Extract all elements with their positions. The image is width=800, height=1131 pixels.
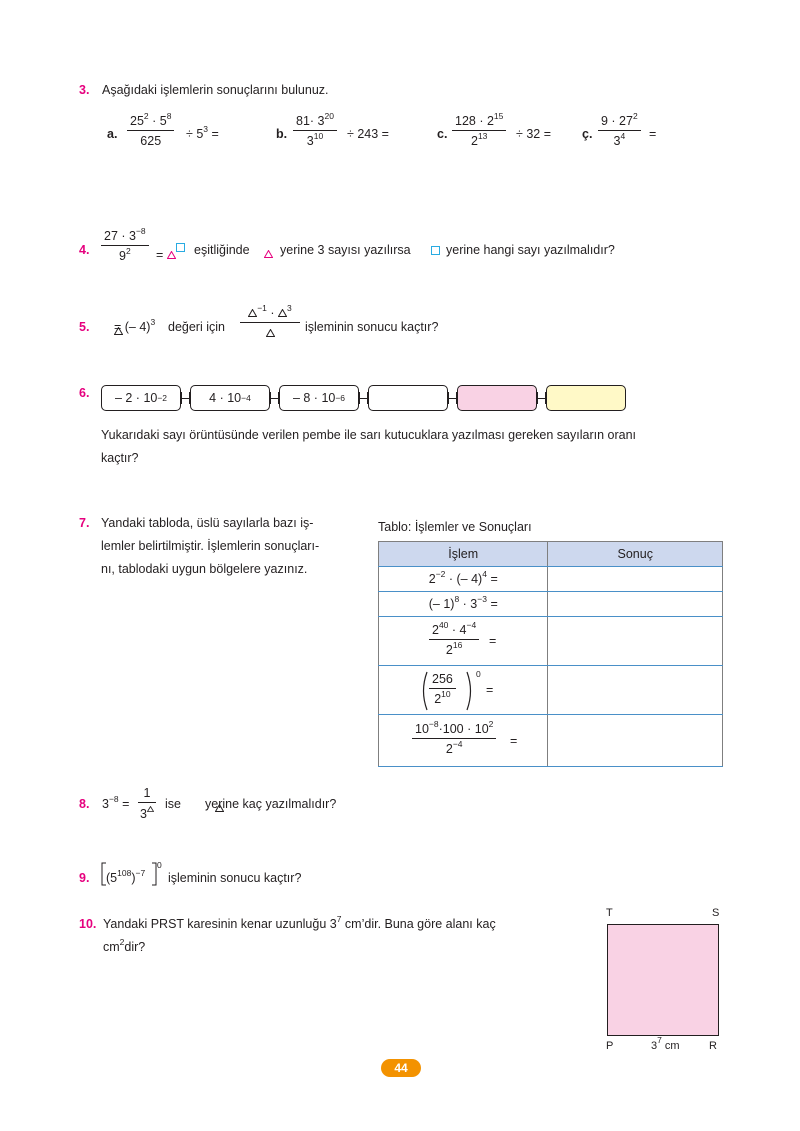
- q3-a-div-exp: 3: [203, 124, 209, 134]
- side-unit: cm: [664, 1040, 680, 1052]
- r3-eq: =: [489, 634, 497, 648]
- q3-c-num-exp: 15: [493, 111, 504, 121]
- square-icon: [431, 246, 440, 255]
- r3-den-exp: 16: [452, 640, 463, 650]
- square-icon: [176, 243, 185, 252]
- r5-num-a-exp: −8: [428, 719, 439, 729]
- q7-line3: nı, tablodaki uygun bölgelere yazınız.: [101, 562, 308, 576]
- q8-base: 3: [102, 797, 109, 811]
- q8-fraction: [138, 786, 156, 821]
- q3-b-num-base: 81· 3: [296, 114, 325, 128]
- q5-lhs-text: = (– 4): [114, 320, 151, 334]
- r2-b: · 3: [462, 597, 478, 611]
- table-cell-result[interactable]: [548, 592, 723, 617]
- r3-num-b-exp: −4: [466, 620, 477, 630]
- table-row: [379, 592, 723, 617]
- q10-line1-a: Yandaki PRST karesinin kenar uzunluğu 3: [103, 917, 337, 931]
- q3-b-num-exp: 20: [324, 111, 334, 121]
- triangle-icon: [266, 329, 275, 337]
- page-number-badge: 44: [381, 1059, 421, 1077]
- q9-outer-exp: 0: [157, 860, 162, 870]
- r5-fraction: [412, 719, 496, 756]
- r5-den-exp: −4: [452, 739, 463, 749]
- pattern-box-yellow[interactable]: [546, 385, 626, 411]
- q3-cc-eq: =: [649, 127, 657, 141]
- side-length-label: [651, 1035, 680, 1052]
- table-row: [379, 567, 723, 592]
- q3-a-num-base2: 5: [159, 114, 167, 128]
- r5-num-a: 10: [415, 722, 429, 736]
- q7-line2: lemler belirtilmiştir. İşlemlerin sonuçları-: [101, 539, 320, 553]
- q3-cc-label: ç.: [582, 127, 593, 141]
- q3-a-num-exp1: 2: [143, 111, 149, 121]
- q4-eq-sign: =: [156, 248, 164, 262]
- r5-num-b: ·100 · 10: [438, 722, 489, 736]
- r4-num: 256: [432, 672, 453, 686]
- r3-fraction: [429, 620, 479, 657]
- q4-den-base: 9: [118, 249, 126, 263]
- q3-a-num-base1: 25: [130, 114, 144, 128]
- prst-square: [607, 924, 719, 1036]
- r4-fraction: [429, 672, 456, 706]
- r1-eq: =: [490, 572, 498, 586]
- q3-c-label: c.: [437, 127, 448, 141]
- q10-line1-b: cm’dir. Buna göre alanı kaç: [341, 917, 496, 931]
- triangle-icon: [147, 806, 154, 812]
- table-row: [379, 715, 723, 767]
- r3-num-a: 2: [432, 623, 439, 637]
- r2-a-exp: 8: [454, 594, 460, 604]
- q5-rest: işleminin sonucu kaçtır?: [305, 320, 439, 334]
- q3-b-den-exp: 10: [313, 131, 324, 141]
- box2-base: 4 · 10: [209, 391, 242, 405]
- q10-line2-b: dir?: [124, 940, 146, 954]
- pattern-box-empty[interactable]: [368, 385, 448, 411]
- table-cell-result[interactable]: [548, 715, 723, 767]
- pattern-box-1: – 2 · 10 −2: [101, 385, 181, 411]
- q3-c-num-base: 128 · 2: [455, 114, 494, 128]
- pattern-connector: [181, 398, 190, 399]
- table-cell-operation: [379, 715, 548, 767]
- q5-lhs: [114, 317, 156, 334]
- r4-den: 2: [434, 692, 442, 706]
- q9-inner: $(5^{108})^{-7}$: [106, 868, 146, 885]
- pattern-box-2: 4 · 10 −4: [190, 385, 270, 411]
- q4-text-1: eşitliğinde: [194, 243, 250, 257]
- question-3-number: 3.: [79, 83, 90, 97]
- q10-line2-a: cm: [103, 940, 120, 954]
- table-cell-operation: [379, 592, 548, 617]
- q9-rest: işleminin sonucu kaçtır?: [168, 871, 302, 885]
- q3-a-label: a.: [107, 127, 118, 141]
- triangle-icon: [248, 309, 257, 317]
- q4-num-base: 27 · 3: [104, 229, 136, 243]
- table-header-result: Sonuç: [548, 542, 723, 567]
- r3-num-b: · 4: [451, 623, 467, 637]
- q3-cc-num-exp: 2: [632, 111, 638, 121]
- q5-num-dot: ·: [270, 306, 275, 320]
- pattern-box-pink[interactable]: [457, 385, 537, 411]
- q4-eq: [156, 243, 185, 262]
- table-cell-operation: [379, 567, 548, 592]
- q3-cc-fraction: [598, 111, 641, 148]
- side-exp: 7: [657, 1035, 662, 1045]
- side-base: 3: [651, 1040, 658, 1052]
- q8-rest1: ise: [165, 797, 181, 811]
- q3-cc-den-base: 3: [613, 134, 621, 148]
- r5-eq: =: [510, 734, 518, 748]
- q3-c-fraction: [452, 111, 506, 148]
- question-5-number: 5.: [79, 320, 90, 334]
- q8-exp: −8: [108, 794, 119, 804]
- q10-line2: [103, 937, 146, 954]
- q6-text-line1: Yukarıdaki sayı örüntüsünde verilen pembe ile sarı kutucuklara yazılması gereken sayıların oranı: [101, 428, 636, 442]
- table-title: Tablo: İşlemler ve Sonuçları: [378, 520, 532, 534]
- r2-b-exp: −3: [477, 594, 487, 604]
- pattern-connector: [448, 398, 457, 399]
- r5-num-b-exp: 2: [488, 719, 494, 729]
- operations-table: [378, 541, 723, 767]
- q8-frac-num: 1: [143, 786, 151, 800]
- q3-c-den-base: 2: [470, 134, 478, 148]
- q3-b-den-base: 3: [306, 134, 314, 148]
- q10-line2-exp: 2: [119, 937, 125, 947]
- q5-fraction: [240, 303, 300, 340]
- left-paren-icon: [419, 671, 429, 711]
- q3-a-eq: =: [211, 127, 219, 141]
- table-header-operation: İşlem: [379, 542, 548, 567]
- r2-a: (– 1): [428, 597, 455, 611]
- q5-mid: değeri için: [168, 320, 225, 334]
- q4-text-2: yerine 3 sayısı yazılırsa: [280, 243, 411, 257]
- q9-mid-exp: −7: [135, 868, 146, 878]
- q4-num-exp: −8: [135, 226, 146, 236]
- table-row: [379, 617, 723, 666]
- r1-a-exp: −2: [435, 569, 446, 579]
- table-cell-operation: [379, 617, 548, 666]
- r4-exp: 0: [476, 669, 481, 679]
- q6-text-line2: kaçtır?: [101, 451, 139, 465]
- q3-b-label: b.: [276, 127, 288, 141]
- q4-den-exp: 2: [125, 246, 131, 256]
- table-cell-result[interactable]: [548, 567, 723, 592]
- q5-num-exp1: −1: [257, 303, 267, 313]
- vertex-label-s: S: [712, 907, 720, 919]
- q3-a-den: 625: [140, 134, 162, 148]
- table-row: [379, 666, 723, 715]
- q8-rest2: yerine kaç yazılmalıdır?: [205, 797, 337, 811]
- table-cell-result[interactable]: [548, 666, 723, 715]
- r1-a: 2: [428, 572, 436, 586]
- q3-a-div: [186, 124, 219, 141]
- q8-lhs: [102, 794, 130, 811]
- q10-line1-exp: 7: [336, 914, 342, 924]
- q5-num-exp2: 3: [287, 303, 292, 313]
- q9-inner-base: (5: [106, 871, 118, 885]
- box3-base: – 8 · 10: [292, 391, 336, 405]
- question-6-number: 6.: [79, 386, 90, 400]
- pattern-connector: [359, 398, 368, 399]
- table-cell-operation: [379, 666, 548, 715]
- r4-den-exp: 10: [441, 689, 451, 699]
- pattern-box-3: – 8 · 10 −6: [279, 385, 359, 411]
- question-8-number: 8.: [79, 797, 90, 811]
- q8-frac-den: 3: [140, 807, 147, 821]
- q3-c-div: ÷ 32 =: [516, 127, 552, 141]
- pattern-connector: [537, 398, 546, 399]
- q10-line1: [103, 914, 496, 931]
- q4-fraction: [101, 226, 149, 263]
- triangle-icon: [264, 250, 273, 258]
- q3-a-num-dot: ·: [152, 114, 157, 128]
- q3-c-den-exp: 13: [477, 131, 488, 141]
- r3-num-a-exp: 40: [438, 620, 449, 630]
- vertex-label-r: R: [709, 1040, 717, 1052]
- r5-den: 2: [445, 742, 453, 756]
- right-paren-icon: [465, 671, 475, 711]
- q9-inner-exp: 108: [117, 868, 132, 878]
- q8-eq: =: [122, 797, 130, 811]
- vertex-label-t: T: [606, 907, 613, 919]
- pattern-connector: [270, 398, 279, 399]
- q3-b-div: ÷ 243 =: [347, 127, 389, 141]
- r1-b: · (– 4): [448, 572, 483, 586]
- q3-cc-den-exp: 4: [620, 131, 626, 141]
- r1-b-exp: 4: [482, 569, 487, 579]
- box1-base: – 2 · 10: [114, 391, 158, 405]
- question-9-number: 9.: [79, 871, 90, 885]
- triangle-icon: [278, 309, 287, 317]
- question-4-number: 4.: [79, 243, 90, 257]
- q3-a-div-text: ÷ 5: [186, 127, 204, 141]
- vertex-label-p: P: [606, 1040, 614, 1052]
- question-7-number: 7.: [79, 516, 90, 530]
- r3-den: 2: [445, 643, 453, 657]
- r2-eq: =: [490, 597, 498, 611]
- q3-cc-num-base: 9 · 27: [601, 114, 633, 128]
- q4-text-3: yerine hangi sayı yazılmalıdır?: [446, 243, 615, 257]
- q3-a-num-exp2: 8: [166, 111, 172, 121]
- triangle-icon: [167, 251, 176, 259]
- q7-line1: Yandaki tabloda, üslü sayılarla bazı iş-: [101, 516, 314, 530]
- q3-a-fraction: [127, 111, 174, 148]
- question-3-text: Aşağıdaki işlemlerin sonuçlarını bulunuz.: [102, 83, 329, 97]
- r4-eq: =: [486, 683, 494, 697]
- question-10-number: 10.: [79, 917, 97, 931]
- q5-lhs-exp: 3: [150, 317, 156, 327]
- table-cell-result[interactable]: [548, 617, 723, 666]
- q3-b-fraction: [293, 111, 337, 148]
